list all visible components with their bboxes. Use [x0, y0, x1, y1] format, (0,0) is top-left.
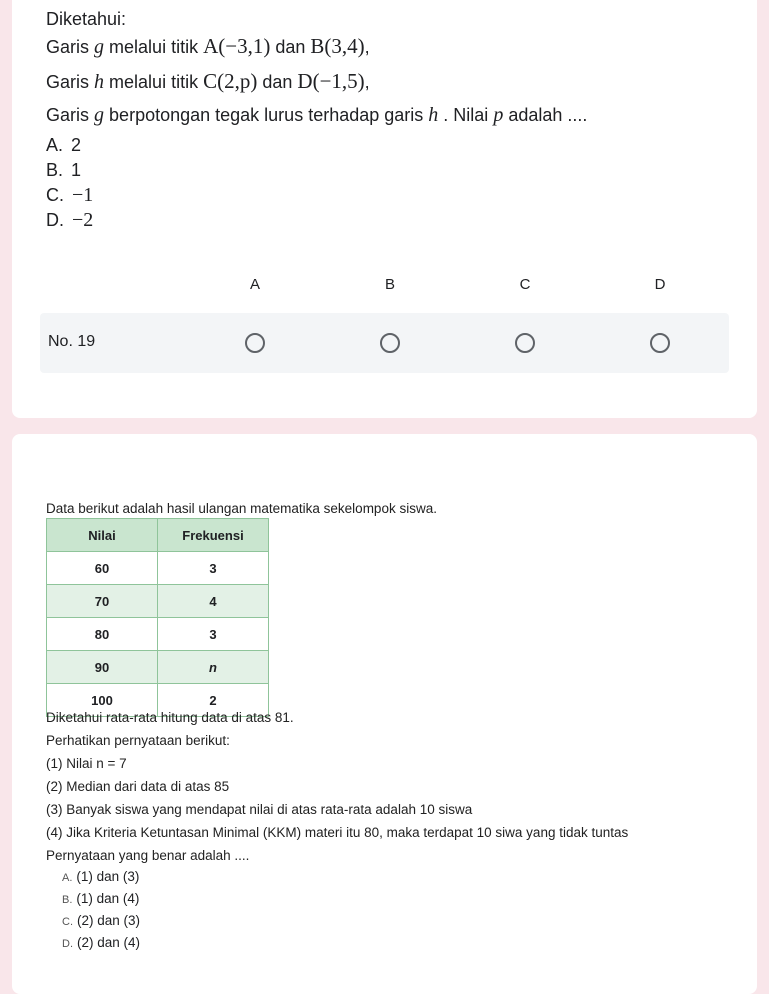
option-d: D. −2	[46, 209, 94, 231]
given-text: Diketahui rata-rata hitung data di atas 81.	[46, 710, 294, 725]
table-row: 100 2	[47, 684, 269, 717]
question-heading: Diketahui:	[46, 9, 127, 29]
statement-4: (4) Jika Kriteria Ketuntasan Minimal (KKM) materi itu 80, maka terdapat 10 siwa yang tidak tuntas	[46, 825, 629, 840]
table-row: 70 4	[47, 585, 269, 618]
statement-2: (2) Median dari data di atas 85	[46, 779, 230, 794]
grid-column-a: A	[249, 276, 260, 293]
table-row: 90 n	[47, 651, 269, 684]
grid-column-b: B	[384, 276, 395, 293]
question-intro: Data berikut adalah hasil ulangan matematika sekelompok siswa.	[46, 501, 437, 516]
radio-option-a[interactable]	[245, 333, 265, 353]
option-b: B. 1	[46, 160, 82, 180]
question-text: Pernyataan yang benar adalah ....	[46, 848, 250, 863]
grid-row-label: No. 19	[48, 333, 96, 350]
table-row: 80 3	[47, 618, 269, 651]
answer-d: D. (2) dan (4)	[62, 935, 141, 950]
radio-option-c[interactable]	[515, 333, 535, 353]
answer-a: A. (1) dan (3)	[62, 869, 140, 884]
table-row: 60 3	[47, 552, 269, 585]
statement-1: (1) Nilai n = 7	[46, 756, 127, 771]
question-line-3: Garis g berpotongan tegak lurus terhadap garis h . Nilai p adalah ....	[46, 104, 588, 126]
statement-3: (3) Banyak siswa yang mendapat nilai di atas rata-rata adalah 10 siswa	[46, 802, 473, 817]
grid-column-c: C	[519, 276, 531, 293]
table-header-nilai: Nilai	[47, 519, 158, 552]
radio-option-d[interactable]	[650, 333, 670, 353]
option-c: C. −1	[46, 184, 94, 206]
grid-column-d: D	[654, 276, 666, 293]
answer-b: B. (1) dan (4)	[62, 891, 140, 906]
frequency-table	[46, 518, 269, 717]
answer-c: C. (2) dan (3)	[62, 913, 141, 928]
question-line-1: Garis g melalui titik A(−3,1) dan B(3,4),	[46, 34, 370, 58]
table-header-frekuensi: Frekuensi	[158, 519, 269, 552]
radio-option-b[interactable]	[380, 333, 400, 353]
prompt-text: Perhatikan pernyataan berikut:	[46, 733, 230, 748]
question-line-2: Garis h melalui titik C(2,p) dan D(−1,5),	[46, 69, 370, 93]
option-a: A. 2	[46, 135, 82, 155]
answer-grid-row-19	[40, 313, 729, 373]
